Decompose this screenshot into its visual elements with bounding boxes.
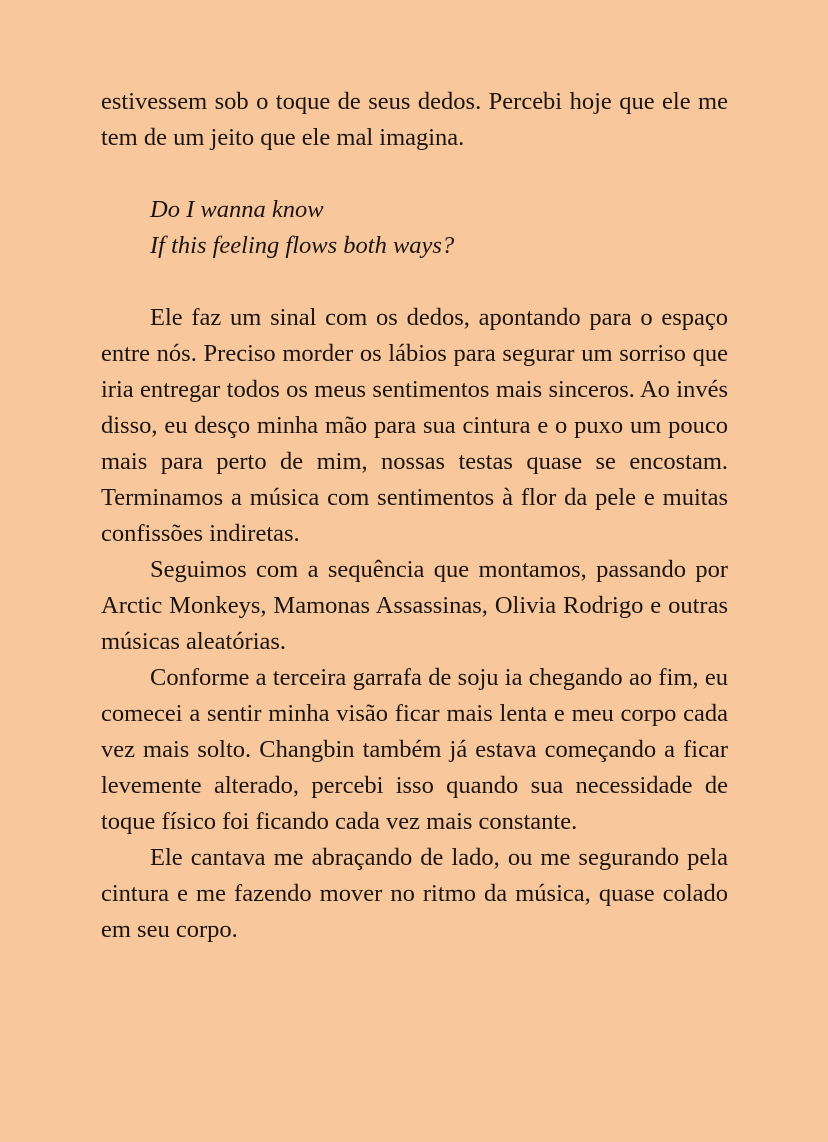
song-lyrics — [150, 192, 728, 264]
paragraph-5: Ele cantava me abraçando de lado, ou me segurando pela cintura e me fazendo mover no ritmo da música, quase colado em seu corpo. — [101, 844, 728, 943]
paragraph-2: Ele faz um sinal com os dedos, apontando para o espaço entre nós. Preciso morder os lábios para segurar um sorriso que iria entregar todos os meus sentimentos mais sinceros. Ao invés disso, eu desço minha mão para sua cintura e o puxo um pouco mais para perto de mim, nossas testas quase se encostam. Terminamos a música com sentimentos à flor da pele e muitas confissões indiretas. — [101, 304, 728, 547]
paragraph-3: Seguimos com a sequência que montamos, passando por Arctic Monkeys, Mamonas Assassinas, Olivia Rodrigo e outras músicas aleatórias. — [101, 556, 728, 655]
lyric-line-1: Do I wanna know — [150, 196, 324, 223]
lyric-line-2: If this feeling flows both ways? — [150, 232, 455, 259]
paragraph-1: estivessem sob o toque de seus dedos. Percebi hoje que ele me tem de um jeito que ele mal imagina. — [101, 88, 728, 151]
book-page — [101, 84, 728, 948]
paragraph-4: Conforme a terceira garrafa de soju ia chegando ao fim, eu comecei a sentir minha visão ficar mais lenta e meu corpo cada vez mais solto. Changbin também já estava começando a ficar levemente alterado, percebi isso quando sua necessidade de toque físico foi ficando cada vez mais constante. — [101, 664, 728, 835]
